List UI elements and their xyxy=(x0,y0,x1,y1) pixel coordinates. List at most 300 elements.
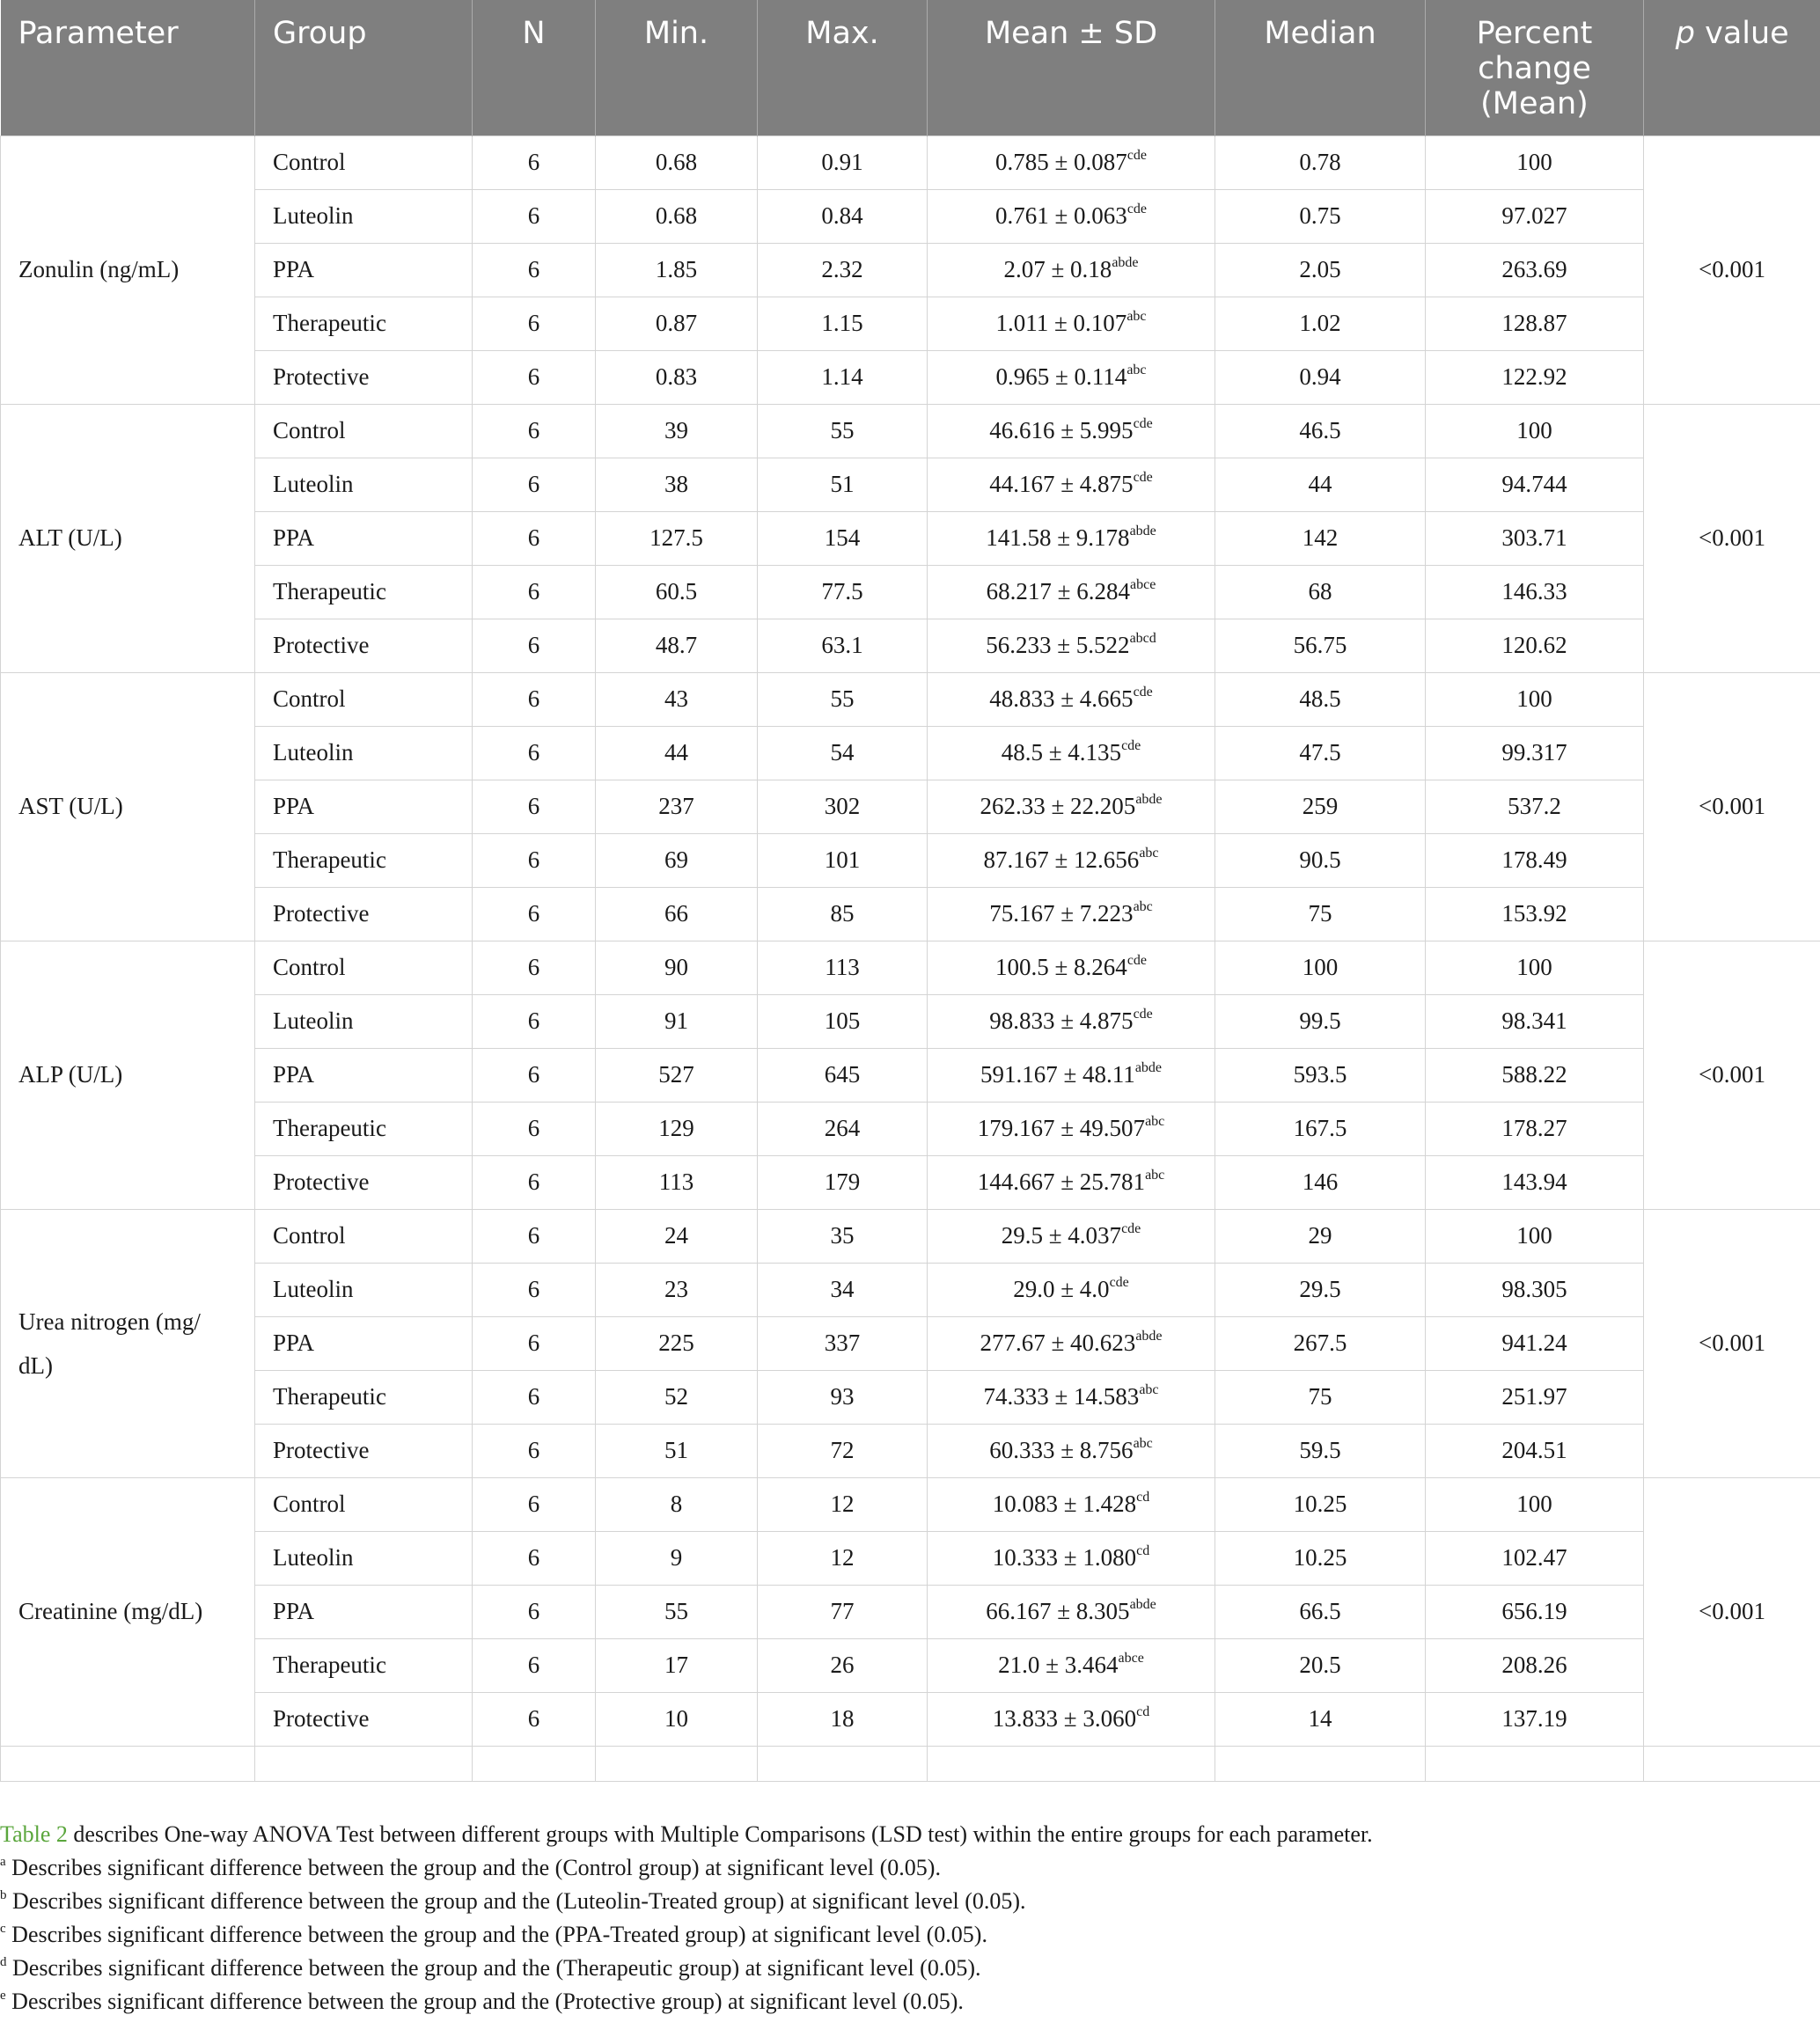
empty-cell xyxy=(1,1746,255,1781)
parameter-label: Zonulin (ng/mL) xyxy=(18,256,180,282)
mean-sd-cell xyxy=(928,297,1215,350)
table-row xyxy=(1,458,1820,511)
max-cell: 55 xyxy=(758,404,928,458)
n-cell: 6 xyxy=(473,350,596,404)
percent-change-cell: 128.87 xyxy=(1426,297,1644,350)
footnote-text: Describes significant difference between the group and the (PPA-Treated group) at significant level (0.05). xyxy=(5,1922,987,1947)
p-value-cell: <0.001 xyxy=(1644,136,1820,404)
percent-change-cell: 146.33 xyxy=(1426,565,1644,619)
n-cell: 6 xyxy=(473,1585,596,1638)
p-value-cell: <0.001 xyxy=(1644,672,1820,941)
mean-sd-cell xyxy=(928,136,1215,189)
mean-sd-cell xyxy=(928,1692,1215,1746)
min-cell: 237 xyxy=(596,780,758,833)
n-cell: 6 xyxy=(473,404,596,458)
mean-sd-cell xyxy=(928,619,1215,672)
max-cell: 77.5 xyxy=(758,565,928,619)
p-value-cell: <0.001 xyxy=(1644,1477,1820,1746)
min-cell: 113 xyxy=(596,1155,758,1209)
n-cell: 6 xyxy=(473,565,596,619)
min-cell: 23 xyxy=(596,1263,758,1316)
parameter-label: Urea nitrogen (mg/ xyxy=(18,1308,201,1335)
min-cell: 60.5 xyxy=(596,565,758,619)
table-row xyxy=(1,1477,1820,1531)
group-cell: Luteolin xyxy=(255,458,473,511)
median-cell: 44 xyxy=(1215,458,1426,511)
group-cell: PPA xyxy=(255,243,473,297)
table-row xyxy=(1,833,1820,887)
table-row xyxy=(1,1531,1820,1585)
footnote-mark: e xyxy=(0,1989,6,2003)
significance-superscript: abde xyxy=(1129,524,1156,538)
table-row xyxy=(1,672,1820,726)
n-cell: 6 xyxy=(473,1424,596,1477)
min-cell: 0.87 xyxy=(596,297,758,350)
mean-sd-value: 144.667 ± 25.781 xyxy=(977,1169,1146,1195)
significance-superscript: cde xyxy=(1126,953,1148,968)
footnote-mark: b xyxy=(0,1888,7,1902)
parameter-label-line2: dL) xyxy=(18,1352,53,1379)
footnotes xyxy=(0,1851,1813,2018)
significance-superscript: abde xyxy=(1112,255,1139,270)
footnote-mark: d xyxy=(0,1955,7,1969)
mean-sd-cell xyxy=(928,511,1215,565)
empty-cell xyxy=(1644,1746,1820,1781)
footnote-text: Describes significant difference between the group and the (Protective group) at significant level (0.05). xyxy=(5,1989,964,2014)
percent-change-cell: 98.341 xyxy=(1426,994,1644,1048)
group-cell: Protective xyxy=(255,1424,473,1477)
min-cell: 17 xyxy=(596,1638,758,1692)
percent-change-cell: 204.51 xyxy=(1426,1424,1644,1477)
max-cell: 12 xyxy=(758,1531,928,1585)
mean-sd-cell xyxy=(928,1370,1215,1424)
mean-sd-value: 2.07 ± 0.18 xyxy=(1003,256,1112,282)
n-cell: 6 xyxy=(473,1155,596,1209)
max-cell: 0.84 xyxy=(758,189,928,243)
percent-change-cell: 537.2 xyxy=(1426,780,1644,833)
median-cell: 10.25 xyxy=(1215,1477,1426,1531)
header-group: Group xyxy=(255,0,473,136)
mean-sd-value: 74.333 ± 14.583 xyxy=(983,1383,1140,1410)
min-cell: 527 xyxy=(596,1048,758,1102)
significance-superscript: abc xyxy=(1139,1382,1159,1397)
n-cell: 6 xyxy=(473,619,596,672)
table-row xyxy=(1,404,1820,458)
mean-sd-value: 66.167 ± 8.305 xyxy=(986,1598,1130,1624)
percent-change-cell: 178.49 xyxy=(1426,833,1644,887)
median-cell: 267.5 xyxy=(1215,1316,1426,1370)
group-cell: Therapeutic xyxy=(255,1102,473,1155)
n-cell: 6 xyxy=(473,833,596,887)
median-cell: 90.5 xyxy=(1215,833,1426,887)
mean-sd-cell xyxy=(928,565,1215,619)
table-row xyxy=(1,941,1820,994)
mean-sd-cell xyxy=(928,887,1215,941)
group-cell: Control xyxy=(255,941,473,994)
mean-sd-cell xyxy=(928,1638,1215,1692)
mean-sd-value: 1.011 ± 0.107 xyxy=(995,310,1127,336)
percent-change-cell: 263.69 xyxy=(1426,243,1644,297)
significance-superscript: cde xyxy=(1133,416,1153,431)
n-cell: 6 xyxy=(473,1102,596,1155)
max-cell: 85 xyxy=(758,887,928,941)
mean-sd-cell xyxy=(928,1102,1215,1155)
table-row xyxy=(1,189,1820,243)
mean-sd-cell xyxy=(928,994,1215,1048)
min-cell: 129 xyxy=(596,1102,758,1155)
table-row xyxy=(1,511,1820,565)
group-cell: Luteolin xyxy=(255,994,473,1048)
header-percent-change-line1: Percent xyxy=(1476,16,1593,51)
mean-sd-value: 10.333 ± 1.080 xyxy=(992,1544,1137,1571)
header-p-value-italic: p xyxy=(1675,16,1695,51)
table-row xyxy=(1,1692,1820,1746)
table-row xyxy=(1,726,1820,780)
n-cell: 6 xyxy=(473,1209,596,1263)
significance-superscript: abc xyxy=(1133,899,1153,914)
max-cell: 302 xyxy=(758,780,928,833)
table-row xyxy=(1,780,1820,833)
percent-change-cell: 656.19 xyxy=(1426,1585,1644,1638)
percent-change-cell: 941.24 xyxy=(1426,1316,1644,1370)
median-cell: 1.02 xyxy=(1215,297,1426,350)
mean-sd-cell xyxy=(928,672,1215,726)
significance-superscript: abc xyxy=(1126,363,1147,377)
group-cell: Luteolin xyxy=(255,189,473,243)
median-cell: 142 xyxy=(1215,511,1426,565)
median-cell: 75 xyxy=(1215,887,1426,941)
mean-sd-cell xyxy=(928,941,1215,994)
max-cell: 1.14 xyxy=(758,350,928,404)
percent-change-cell: 122.92 xyxy=(1426,350,1644,404)
group-cell: PPA xyxy=(255,1585,473,1638)
mean-sd-cell xyxy=(928,1155,1215,1209)
table-row xyxy=(1,243,1820,297)
header-parameter: Parameter xyxy=(1,0,255,136)
mean-sd-value: 0.761 ± 0.063 xyxy=(994,202,1127,229)
n-cell: 6 xyxy=(473,887,596,941)
median-cell: 29.5 xyxy=(1215,1263,1426,1316)
mean-sd-value: 75.167 ± 7.223 xyxy=(989,900,1134,927)
footnote-mark: c xyxy=(0,1922,6,1936)
min-cell: 91 xyxy=(596,994,758,1048)
min-cell: 9 xyxy=(596,1531,758,1585)
footnote-text: Describes significant difference between the group and the (Luteolin-Treated group) at significant level (0.05). xyxy=(6,1888,1026,1914)
empty-row xyxy=(1,1746,1820,1781)
percent-change-cell: 100 xyxy=(1426,1209,1644,1263)
n-cell: 6 xyxy=(473,1263,596,1316)
max-cell: 1.15 xyxy=(758,297,928,350)
mean-sd-value: 60.333 ± 8.756 xyxy=(989,1437,1134,1463)
min-cell: 39 xyxy=(596,404,758,458)
p-value-cell: <0.001 xyxy=(1644,1209,1820,1477)
median-cell: 146 xyxy=(1215,1155,1426,1209)
parameter-label: Creatinine (mg/dL) xyxy=(18,1598,203,1624)
significance-superscript: abce xyxy=(1130,577,1156,592)
header-median: Median xyxy=(1215,0,1426,136)
table-row xyxy=(1,619,1820,672)
group-cell: PPA xyxy=(255,1048,473,1102)
n-cell: 6 xyxy=(473,297,596,350)
max-cell: 264 xyxy=(758,1102,928,1155)
median-cell: 75 xyxy=(1215,1370,1426,1424)
mean-sd-value: 87.167 ± 12.656 xyxy=(983,846,1140,873)
max-cell: 645 xyxy=(758,1048,928,1102)
min-cell: 0.68 xyxy=(596,136,758,189)
significance-superscript: cd xyxy=(1136,1704,1150,1719)
n-cell: 6 xyxy=(473,780,596,833)
mean-sd-cell xyxy=(928,1424,1215,1477)
significance-superscript: cde xyxy=(1133,1007,1153,1022)
median-cell: 0.94 xyxy=(1215,350,1426,404)
significance-superscript: abc xyxy=(1139,846,1159,861)
mean-sd-cell xyxy=(928,726,1215,780)
header-n: N xyxy=(473,0,596,136)
percent-change-cell: 98.305 xyxy=(1426,1263,1644,1316)
significance-superscript: abde xyxy=(1134,1060,1163,1075)
n-cell: 6 xyxy=(473,726,596,780)
mean-sd-value: 56.233 ± 5.522 xyxy=(986,632,1130,658)
min-cell: 127.5 xyxy=(596,511,758,565)
median-cell: 14 xyxy=(1215,1692,1426,1746)
mean-sd-value: 46.616 ± 5.995 xyxy=(989,417,1134,443)
mean-sd-value: 21.0 ± 3.464 xyxy=(998,1652,1119,1678)
parameter-cell xyxy=(1,1477,255,1746)
group-cell: Therapeutic xyxy=(255,1638,473,1692)
significance-superscript: cd xyxy=(1136,1543,1150,1558)
median-cell: 0.75 xyxy=(1215,189,1426,243)
max-cell: 93 xyxy=(758,1370,928,1424)
median-cell: 100 xyxy=(1215,941,1426,994)
median-cell: 2.05 xyxy=(1215,243,1426,297)
table-row xyxy=(1,1370,1820,1424)
empty-cell xyxy=(1215,1746,1426,1781)
max-cell: 337 xyxy=(758,1316,928,1370)
footnote xyxy=(0,1952,1813,1985)
percent-change-cell: 137.19 xyxy=(1426,1692,1644,1746)
min-cell: 1.85 xyxy=(596,243,758,297)
median-cell: 66.5 xyxy=(1215,1585,1426,1638)
percent-change-cell: 251.97 xyxy=(1426,1370,1644,1424)
median-cell: 48.5 xyxy=(1215,672,1426,726)
max-cell: 2.32 xyxy=(758,243,928,297)
footnote xyxy=(0,1885,1813,1918)
mean-sd-cell xyxy=(928,1477,1215,1531)
footnote-text: Describes significant difference between the group and the (Therapeutic group) at significant level (0.05). xyxy=(6,1955,981,1981)
max-cell: 77 xyxy=(758,1585,928,1638)
n-cell: 6 xyxy=(473,1370,596,1424)
percent-change-cell: 100 xyxy=(1426,136,1644,189)
group-cell: Luteolin xyxy=(255,1531,473,1585)
mean-sd-cell xyxy=(928,1048,1215,1102)
table-row xyxy=(1,1316,1820,1370)
footnote xyxy=(0,1851,1813,1885)
n-cell: 6 xyxy=(473,1692,596,1746)
percent-change-cell: 143.94 xyxy=(1426,1155,1644,1209)
significance-superscript: cde xyxy=(1126,148,1148,163)
parameter-cell xyxy=(1,941,255,1209)
min-cell: 225 xyxy=(596,1316,758,1370)
n-cell: 6 xyxy=(473,1638,596,1692)
median-cell: 593.5 xyxy=(1215,1048,1426,1102)
min-cell: 51 xyxy=(596,1424,758,1477)
mean-sd-cell xyxy=(928,404,1215,458)
parameter-cell xyxy=(1,136,255,404)
max-cell: 18 xyxy=(758,1692,928,1746)
mean-sd-value: 100.5 ± 8.264 xyxy=(994,954,1127,980)
median-cell: 0.78 xyxy=(1215,136,1426,189)
significance-superscript: cd xyxy=(1136,1490,1150,1505)
median-cell: 46.5 xyxy=(1215,404,1426,458)
empty-cell xyxy=(1426,1746,1644,1781)
mean-sd-value: 29.5 ± 4.037 xyxy=(1001,1222,1122,1249)
header-max: Max. xyxy=(758,0,928,136)
group-cell: PPA xyxy=(255,780,473,833)
table-link[interactable]: Table 2 xyxy=(0,1821,68,1847)
parameter-label: AST (U/L) xyxy=(18,793,123,819)
table-row xyxy=(1,1155,1820,1209)
median-cell: 259 xyxy=(1215,780,1426,833)
significance-superscript: abc xyxy=(1126,309,1147,324)
p-value-cell: <0.001 xyxy=(1644,941,1820,1209)
significance-superscript: abde xyxy=(1135,792,1163,807)
group-cell: Control xyxy=(255,672,473,726)
min-cell: 0.83 xyxy=(596,350,758,404)
percent-change-cell: 94.744 xyxy=(1426,458,1644,511)
percent-change-cell: 100 xyxy=(1426,941,1644,994)
n-cell: 6 xyxy=(473,941,596,994)
header-percent-change xyxy=(1426,0,1644,136)
percent-change-cell: 100 xyxy=(1426,1477,1644,1531)
table-row xyxy=(1,1585,1820,1638)
footnote-text: Describes significant difference between the group and the (Control group) at significant level (0.05). xyxy=(5,1855,941,1880)
min-cell: 8 xyxy=(596,1477,758,1531)
table-row xyxy=(1,887,1820,941)
table-row xyxy=(1,350,1820,404)
max-cell: 0.91 xyxy=(758,136,928,189)
table-row xyxy=(1,1638,1820,1692)
parameter-cell xyxy=(1,404,255,672)
parameter-label: ALT (U/L) xyxy=(18,524,122,551)
percent-change-cell: 100 xyxy=(1426,404,1644,458)
group-cell: Control xyxy=(255,136,473,189)
table-row xyxy=(1,565,1820,619)
group-cell: Control xyxy=(255,404,473,458)
max-cell: 51 xyxy=(758,458,928,511)
table-row xyxy=(1,1209,1820,1263)
min-cell: 38 xyxy=(596,458,758,511)
n-cell: 6 xyxy=(473,511,596,565)
min-cell: 52 xyxy=(596,1370,758,1424)
mean-sd-value: 44.167 ± 4.875 xyxy=(989,471,1134,497)
group-cell: Therapeutic xyxy=(255,565,473,619)
group-cell: Protective xyxy=(255,619,473,672)
mean-sd-value: 277.67 ± 40.623 xyxy=(980,1330,1136,1356)
mean-sd-cell xyxy=(928,833,1215,887)
max-cell: 179 xyxy=(758,1155,928,1209)
mean-sd-value: 68.217 ± 6.284 xyxy=(986,578,1130,604)
mean-sd-value: 48.5 ± 4.135 xyxy=(1001,739,1122,766)
mean-sd-cell xyxy=(928,1316,1215,1370)
significance-superscript: abce xyxy=(1118,1651,1144,1666)
median-cell: 47.5 xyxy=(1215,726,1426,780)
n-cell: 6 xyxy=(473,243,596,297)
max-cell: 105 xyxy=(758,994,928,1048)
table-row xyxy=(1,136,1820,189)
min-cell: 55 xyxy=(596,1585,758,1638)
median-cell: 10.25 xyxy=(1215,1531,1426,1585)
significance-superscript: cde xyxy=(1133,470,1153,485)
group-cell: Protective xyxy=(255,1155,473,1209)
n-cell: 6 xyxy=(473,1316,596,1370)
significance-superscript: abcd xyxy=(1129,631,1156,646)
empty-cell xyxy=(255,1746,473,1781)
group-cell: Control xyxy=(255,1477,473,1531)
median-cell: 167.5 xyxy=(1215,1102,1426,1155)
median-cell: 99.5 xyxy=(1215,994,1426,1048)
percent-change-cell: 153.92 xyxy=(1426,887,1644,941)
significance-superscript: abc xyxy=(1145,1168,1165,1183)
footnote xyxy=(0,1985,1813,2018)
empty-cell xyxy=(596,1746,758,1781)
table-row xyxy=(1,1048,1820,1102)
header-mean-sd: Mean ± SD xyxy=(928,0,1215,136)
header-p-value-rest: value xyxy=(1694,16,1789,51)
mean-sd-value: 262.33 ± 22.205 xyxy=(980,793,1136,819)
percent-change-cell: 102.47 xyxy=(1426,1531,1644,1585)
header-percent-change-line3: (Mean) xyxy=(1480,86,1589,121)
group-cell: Protective xyxy=(255,350,473,404)
mean-sd-cell xyxy=(928,780,1215,833)
header-percent-change-line2: change xyxy=(1478,51,1591,86)
empty-cell xyxy=(928,1746,1215,1781)
table-row xyxy=(1,1102,1820,1155)
significance-superscript: cde xyxy=(1121,738,1141,753)
max-cell: 12 xyxy=(758,1477,928,1531)
significance-superscript: cde xyxy=(1133,685,1153,700)
footnote xyxy=(0,1918,1813,1952)
mean-sd-cell xyxy=(928,1263,1215,1316)
mean-sd-cell xyxy=(928,350,1215,404)
median-cell: 59.5 xyxy=(1215,1424,1426,1477)
caption-text: describes One-way ANOVA Test between different groups with Multiple Comparisons (LSD test) within the entire groups for each parameter. xyxy=(67,1821,1373,1847)
significance-superscript: abde xyxy=(1129,1597,1156,1612)
group-cell: PPA xyxy=(255,511,473,565)
n-cell: 6 xyxy=(473,1531,596,1585)
parameter-label: ALP (U/L) xyxy=(18,1061,123,1088)
median-cell: 20.5 xyxy=(1215,1638,1426,1692)
header-row xyxy=(1,0,1820,136)
parameter-cell xyxy=(1,1209,255,1477)
percent-change-cell: 99.317 xyxy=(1426,726,1644,780)
mean-sd-value: 0.785 ± 0.087 xyxy=(994,149,1127,175)
table-body xyxy=(1,136,1820,1781)
mean-sd-cell xyxy=(928,458,1215,511)
n-cell: 6 xyxy=(473,1048,596,1102)
mean-sd-cell xyxy=(928,1209,1215,1263)
percent-change-cell: 303.71 xyxy=(1426,511,1644,565)
empty-cell xyxy=(758,1746,928,1781)
significance-superscript: cde xyxy=(1109,1275,1129,1290)
mean-sd-cell xyxy=(928,1531,1215,1585)
n-cell: 6 xyxy=(473,458,596,511)
mean-sd-value: 591.167 ± 48.11 xyxy=(980,1061,1135,1088)
min-cell: 90 xyxy=(596,941,758,994)
median-cell: 68 xyxy=(1215,565,1426,619)
significance-superscript: cde xyxy=(1121,1221,1141,1236)
median-cell: 56.75 xyxy=(1215,619,1426,672)
max-cell: 154 xyxy=(758,511,928,565)
